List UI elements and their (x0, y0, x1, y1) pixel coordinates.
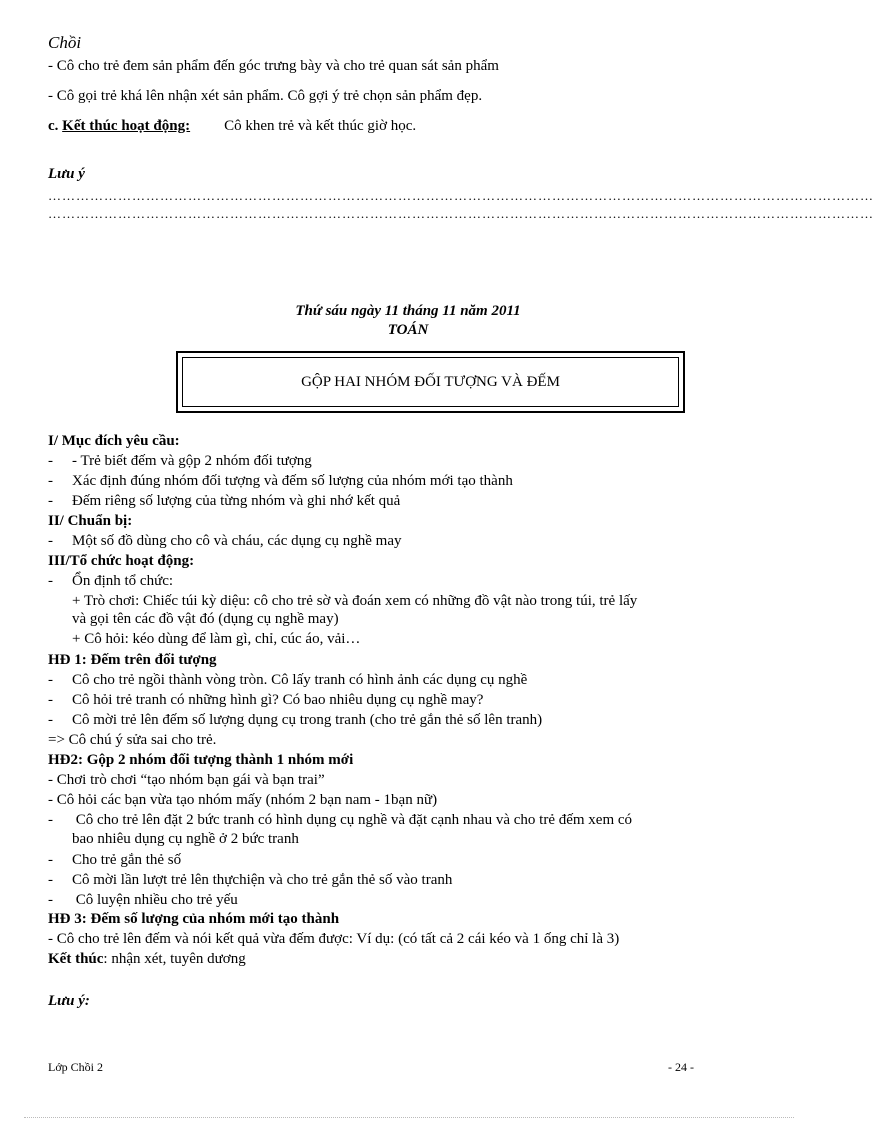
list-item: - Cô hỏi trẻ tranh có những hình gì? Có bao nhiêu dụng cụ nghề may? (48, 692, 484, 708)
text-line: - Cô gọi trẻ khá lên nhận xét sản phẩm. Cô gợi ý trẻ chọn sản phẩm đẹp. (48, 88, 483, 104)
text-line: - Cô cho trẻ đem sản phẩm đến góc trưng bày và cho trẻ quan sát sản phẩm (48, 58, 499, 74)
end-text: Cô khen trẻ và kết thúc giờ học. (224, 118, 417, 134)
fix-line: => Cô chú ý sửa sai cho trẻ. (48, 732, 217, 748)
list-item: - Cho trẻ gắn thẻ số (48, 852, 182, 868)
title-frame (176, 351, 685, 413)
text-line: - Cô hỏi các bạn vừa tạo nhóm mấy (nhóm 2 bạn nam - 1bạn nữ) (48, 792, 438, 808)
lesson-title: GỘP HAI NHÓM ĐỐI TƯỢNG VÀ ĐẾM (182, 357, 679, 407)
end-prefix: c. (48, 118, 63, 134)
hd3-heading: HĐ 3: Đếm số lượng của nhóm mới tạo thành (48, 911, 340, 927)
list-item-text: Cô hỏi trẻ tranh có những hình gì? Có bao nhiêu dụng cụ nghề may? (72, 692, 484, 708)
end-text: : nhận xét, tuyên dương (103, 951, 246, 967)
hd1-heading: HĐ 1: Đếm trên đối tượng (48, 652, 217, 668)
lesson-date: Thứ sáu ngày 11 tháng 11 năm 2011 (295, 303, 521, 319)
game-line: + Trò chơi: Chiếc túi kỳ diệu: cô cho trẻ sờ và đoán xem có những đồ vật nào trong túi, trẻ lấy (72, 593, 638, 609)
list-item: - Đếm riêng số lượng của từng nhóm và ghi nhớ kết quả (48, 493, 401, 509)
list-item-text: Cô mời trẻ lên đếm số lượng dụng cụ trong tranh (cho trẻ gắn thẻ số lên tranh) (72, 712, 543, 728)
page-bottom-border (24, 1117, 794, 1118)
list-item: - Ổn định tổ chức: (48, 573, 174, 589)
list-item-text: Cô luyện nhiều cho trẻ yếu (72, 892, 238, 908)
list-item: - Cô mời lần lượt trẻ lên thựchiện và cho trẻ gắn thẻ số vào tranh (48, 872, 453, 888)
footer-class: Lớp Chồi 2 (48, 1060, 104, 1074)
list-item-text: - Trẻ biết đếm và gộp 2 nhóm đối tượng (72, 453, 312, 469)
section3-heading: III/Tổ chức hoạt động: (48, 553, 195, 569)
text-line: - Chơi trò chơi “tạo nhóm bạn gái và bạn trai” (48, 772, 325, 788)
note-label: Lưu ý: (48, 993, 90, 1009)
hd2-heading: HĐ2: Gộp 2 nhóm đối tượng thành 1 nhóm mới (48, 752, 354, 768)
list-item: - Một số đồ dùng cho cô và cháu, các dụng cụ nghề may (48, 533, 402, 549)
game-line: và gọi tên các đồ vật đó (dụng cụ nghề may) (72, 611, 339, 627)
section1-heading: I/ Mục đích yêu cầu: (48, 433, 180, 449)
list-item-text: Cô cho trẻ ngồi thành vòng tròn. Cô lấy tranh có hình ảnh các dụng cụ nghề (72, 672, 528, 688)
list-item: - Cô cho trẻ lên đặt 2 bức tranh có hình dụng cụ nghề và đặt cạnh nhau và cho trẻ đếm xem có (48, 812, 633, 828)
note-label: Lưu ý (48, 166, 85, 182)
dotted-line: …………………………………………………………………………………………………………………………………………………………… (48, 206, 874, 221)
list-item-text: Cô cho trẻ lên đặt 2 bức tranh có hình dụng cụ nghề và đặt cạnh nhau và cho trẻ đếm xem có (72, 812, 633, 828)
end-activity-line (48, 117, 416, 135)
section2-heading: II/ Chuẩn bị: (48, 513, 133, 529)
list-item-text: Xác định đúng nhóm đối tượng và đếm số lượng của nhóm mới tạo thành (72, 473, 513, 489)
end-line (48, 950, 246, 968)
list-item: - Cô cho trẻ ngồi thành vòng tròn. Cô lấy tranh có hình ảnh các dụng cụ nghề (48, 672, 528, 688)
dotted-line: …………………………………………………………………………………………………………………………………………………………… (48, 188, 874, 203)
end-label: Kết thúc (48, 951, 104, 967)
list-item-text: Một số đồ dùng cho cô và cháu, các dụng cụ nghề may (72, 533, 402, 549)
list-item-cont: bao nhiêu dụng cụ nghề ở 2 bức tranh (72, 831, 299, 847)
question-line: + Cô hỏi: kéo dùng để làm gì, chỉ, cúc áo, vải… (72, 631, 361, 647)
list-item-text: Cô mời lần lượt trẻ lên thựchiện và cho trẻ gắn thẻ số vào tranh (72, 872, 453, 888)
list-item: - Cô luyện nhiều cho trẻ yếu (48, 892, 238, 908)
end-label: Kết thúc hoạt động: (62, 118, 191, 134)
list-item-text: Cho trẻ gắn thẻ số (72, 852, 182, 868)
list-item-text: Đếm riêng số lượng của từng nhóm và ghi nhớ kết quả (72, 493, 401, 509)
choi-heading: Chồi (48, 33, 82, 52)
list-item: - Cô mời trẻ lên đếm số lượng dụng cụ trong tranh (cho trẻ gắn thẻ số lên tranh) (48, 712, 543, 728)
text-line: - Cô cho trẻ lên đếm và nói kết quả vừa đếm được: Ví dụ: (có tất cả 2 cái kéo và 1 ống chỉ là 3) (48, 931, 620, 947)
list-item: - Xác định đúng nhóm đối tượng và đếm số lượng của nhóm mới tạo thành (48, 473, 513, 489)
list-item: - - Trẻ biết đếm và gộp 2 nhóm đối tượng (48, 453, 312, 469)
footer-page-number: - 24 - (668, 1060, 694, 1074)
lesson-subject: TOÁN (387, 322, 429, 338)
list-item-text: Ổn định tổ chức: (72, 573, 174, 589)
